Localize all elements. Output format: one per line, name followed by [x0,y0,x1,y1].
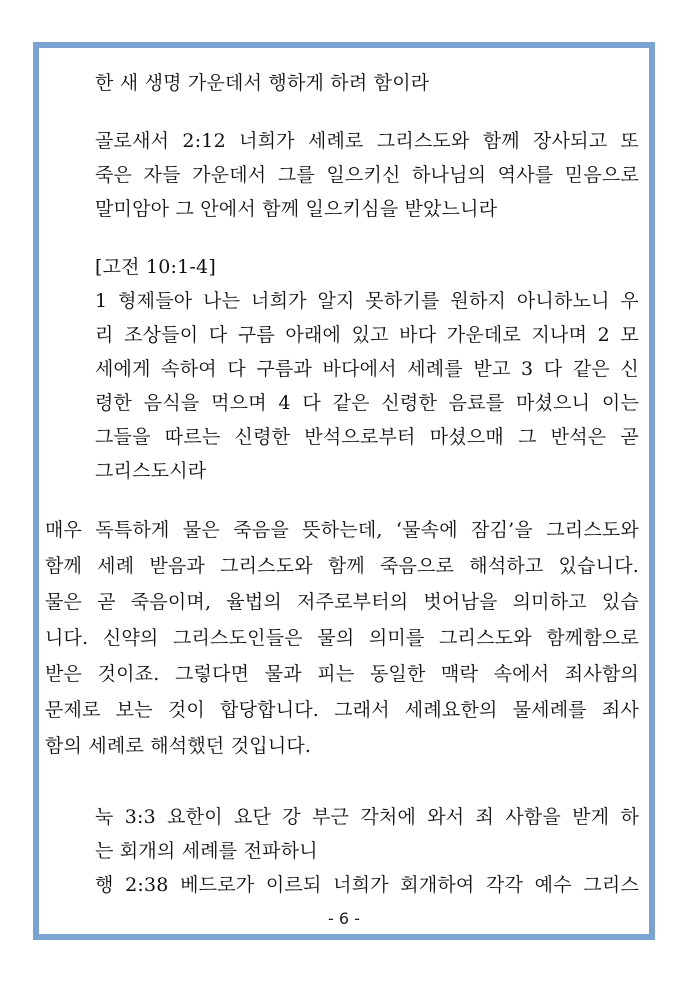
corinthians-line-4: 령한 음식을 먹으며 4 다 같은 신령한 음료를 마셨으니 이는 [95,392,639,414]
corinthians-line-2: 리 조상들이 다 구름 아래에 있고 바다 가운데로 지나며 2 모 [95,324,639,346]
page-content [45,66,639,902]
corinthians-reference: [고전 10:1-4] [95,256,216,278]
colossians-line-2: 죽은 자들 가운데서 그를 일으키신 하나님의 역사를 믿음으로 [95,164,639,186]
verse-intro [61,66,639,100]
corinthians-line-1: 1 형제들아 나는 너희가 알지 못하기를 원하지 아니하노니 우 [95,290,639,312]
corinthians-line-3: 세에게 속하여 다 구름과 바다에서 세례를 받고 3 다 같은 신 [95,358,639,380]
body-line-7: 함의 세례로 해석했던 것입니다. [45,735,312,757]
colossians-line-1: 골로새서 2:12 너희가 세례로 그리스도와 함께 장사되고 또 [95,130,639,152]
luke-line-2: 는 회개의 세례를 전파하니 [95,840,318,862]
body-paragraph [45,512,639,764]
verse-luke [61,800,639,868]
corinthians-line-5: 그들을 따르는 신령한 반석으로부터 마셨으매 그 반석은 곧 [95,426,639,448]
verse-corinthians [61,250,639,488]
corinthians-line-6: 그리스도시라 [95,460,207,482]
luke-line-1: 눅 3:3 요한이 요단 강 부근 각처에 와서 죄 사함을 받게 하 [95,806,639,828]
body-line-3: 물은 곧 죽음이며, 율법의 저주로부터의 벗어남을 의미하고 있습 [45,591,639,613]
acts-line-1: 행 2:38 베드로가 이르되 너희가 회개하여 각각 예수 그리스 [95,874,639,896]
body-line-1: 매우 독특하게 물은 죽음을 뜻하는데, ‘물속에 잠김’을 그리스도와 [45,519,639,541]
intro-line: 한 새 생명 가운데서 행하게 하려 함이라 [95,72,430,94]
body-line-5: 받은 것이죠. 그렇다면 물과 피는 동일한 맥락 속에서 죄사함의 [45,663,639,685]
page-number: - 6 - [328,909,360,928]
verse-acts [61,868,639,902]
page-frame [33,42,655,940]
verse-colossians [61,124,639,226]
body-line-6: 문제로 보는 것이 합당합니다. 그래서 세례요한의 물세례를 죄사 [45,699,639,721]
body-line-2: 함께 세례 받음과 그리스도와 함께 죽음으로 해석하고 있습니다. [45,555,639,577]
body-line-4: 니다. 신약의 그리스도인들은 물의 의미를 그리스도와 함께함으로 [45,627,639,649]
colossians-line-3: 말미암아 그 안에서 함께 일으키심을 받았느니라 [95,198,498,220]
